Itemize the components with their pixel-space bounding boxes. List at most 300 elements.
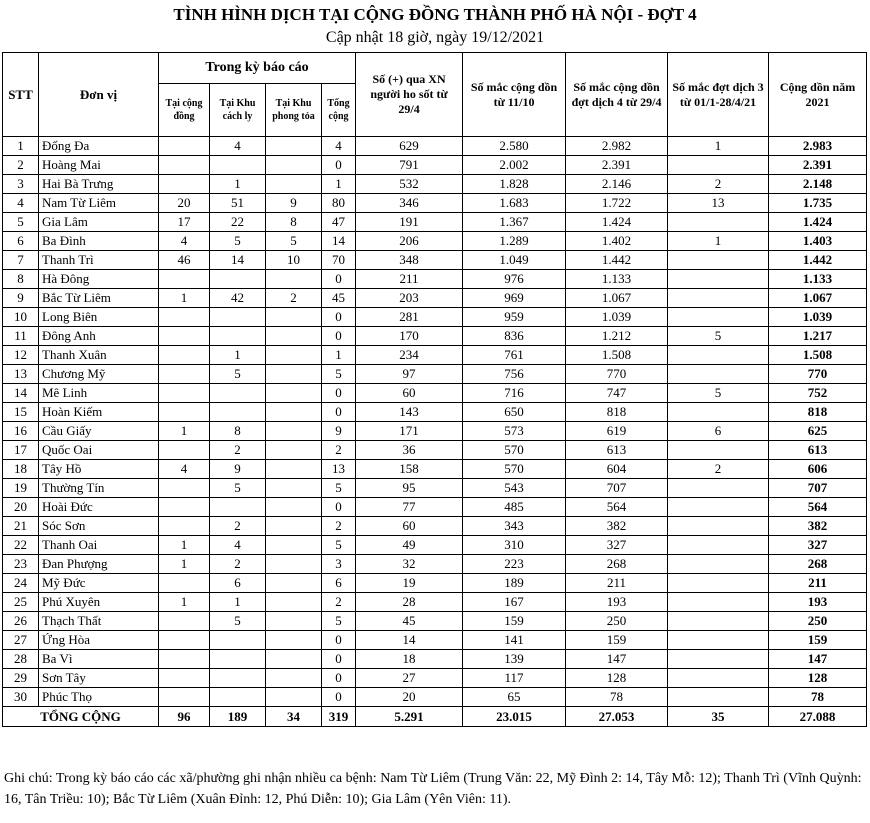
cell-stt: 29 — [3, 669, 39, 688]
cell-unit: Sơn Tây — [39, 669, 159, 688]
cell-year: 1.067 — [769, 289, 867, 308]
cell-lockdown: 2 — [266, 289, 322, 308]
header-total: Tổng cộng — [322, 84, 356, 137]
totals-row — [3, 707, 867, 727]
cell-lockdown — [266, 688, 322, 707]
cell-unit: Phúc Thọ — [39, 688, 159, 707]
cell-community — [159, 631, 210, 650]
cell-community: 1 — [159, 593, 210, 612]
cell-stt: 24 — [3, 574, 39, 593]
cell-wave3 — [668, 498, 769, 517]
cell-cum1110: 570 — [463, 441, 566, 460]
cell-cum1110: 716 — [463, 384, 566, 403]
cell-unit: Thường Tín — [39, 479, 159, 498]
cell-wave3 — [668, 403, 769, 422]
cell-community — [159, 175, 210, 194]
cell-wave4: 1.442 — [566, 251, 668, 270]
cell-community — [159, 384, 210, 403]
cell-positive: 77 — [356, 498, 463, 517]
cell-total: 6 — [322, 574, 356, 593]
cell-wave4: 2.982 — [566, 137, 668, 156]
cell-wave3: 2 — [668, 175, 769, 194]
table-row — [3, 213, 867, 232]
cell-wave4: 1.424 — [566, 213, 668, 232]
cell-unit: Hoàng Mai — [39, 156, 159, 175]
cell-quarantine: 2 — [210, 517, 266, 536]
cell-stt: 23 — [3, 555, 39, 574]
table-row — [3, 270, 867, 289]
cell-year: 250 — [769, 612, 867, 631]
cell-stt: 7 — [3, 251, 39, 270]
cell-cum1110: 761 — [463, 346, 566, 365]
footnote: Ghi chú: Trong kỳ báo cáo các xã/phường ghi nhận nhiều ca bệnh: Nam Từ Liêm (Trung Văn: 22, Mỹ Đình 2: 14, Tây Mỗ: 12); Thanh Trì (Vĩnh Quỳnh: 16, Tân Triều: 10); Bắc Từ Liêm (Xuân Đỉnh: 12, Phú Diễn: 10); Gia Lâm (Yên Viên: 11). — [4, 771, 862, 807]
cell-total: 1 — [322, 175, 356, 194]
table-row — [3, 460, 867, 479]
cell-year: 1.424 — [769, 213, 867, 232]
table-row — [3, 156, 867, 175]
cell-year: 1.039 — [769, 308, 867, 327]
cell-lockdown: 9 — [266, 194, 322, 213]
totals-positive: 5.291 — [356, 707, 463, 727]
cell-wave3: 5 — [668, 384, 769, 403]
cell-unit: Nam Từ Liêm — [39, 194, 159, 213]
cell-unit: Đông Anh — [39, 327, 159, 346]
cell-wave3 — [668, 612, 769, 631]
cell-community: 1 — [159, 289, 210, 308]
totals-wave4: 27.053 — [566, 707, 668, 727]
cell-wave3 — [668, 213, 769, 232]
cell-wave3 — [668, 441, 769, 460]
cell-stt: 2 — [3, 156, 39, 175]
cell-year: 2.148 — [769, 175, 867, 194]
table-row — [3, 688, 867, 707]
cell-stt: 20 — [3, 498, 39, 517]
cell-wave3 — [668, 574, 769, 593]
page-subtitle: Cập nhật 18 giờ, ngày 19/12/2021 — [325, 29, 545, 46]
cell-total: 5 — [322, 365, 356, 384]
cell-quarantine: 4 — [210, 536, 266, 555]
cell-unit: Đống Đa — [39, 137, 159, 156]
cell-total: 45 — [322, 289, 356, 308]
table-row — [3, 137, 867, 156]
cell-quarantine: 8 — [210, 422, 266, 441]
cell-unit: Hoài Đức — [39, 498, 159, 517]
cell-cum1110: 959 — [463, 308, 566, 327]
header-period: Trong kỳ báo cáo — [159, 53, 356, 84]
cell-lockdown — [266, 346, 322, 365]
cell-stt: 11 — [3, 327, 39, 346]
cell-year: 564 — [769, 498, 867, 517]
cell-stt: 3 — [3, 175, 39, 194]
cell-lockdown — [266, 384, 322, 403]
cell-community: 20 — [159, 194, 210, 213]
cell-cum1110: 543 — [463, 479, 566, 498]
page-title: TÌNH HÌNH DỊCH TẠI CỘNG ĐỒNG THÀNH PHỐ HÀ NỘI - ĐỢT 4 — [173, 5, 697, 24]
cell-community: 1 — [159, 422, 210, 441]
cell-positive: 32 — [356, 555, 463, 574]
cell-total: 0 — [322, 327, 356, 346]
cell-quarantine — [210, 669, 266, 688]
cell-stt: 12 — [3, 346, 39, 365]
table-row — [3, 384, 867, 403]
cell-cum1110: 1.683 — [463, 194, 566, 213]
cell-wave4: 268 — [566, 555, 668, 574]
cell-year: 1.735 — [769, 194, 867, 213]
totals-year: 27.088 — [769, 707, 867, 727]
cell-positive: 20 — [356, 688, 463, 707]
cell-wave3 — [668, 251, 769, 270]
totals-community: 96 — [159, 707, 210, 727]
cell-positive: 158 — [356, 460, 463, 479]
cell-year: 1.217 — [769, 327, 867, 346]
cell-lockdown — [266, 479, 322, 498]
header-row-main — [3, 53, 867, 84]
cell-lockdown — [266, 308, 322, 327]
cell-total: 0 — [322, 669, 356, 688]
cell-community — [159, 327, 210, 346]
header-positive-fever: Số (+) qua XN người ho sốt từ 29/4 — [356, 53, 463, 137]
cell-positive: 18 — [356, 650, 463, 669]
cell-wave4: 604 — [566, 460, 668, 479]
cell-community — [159, 498, 210, 517]
cell-lockdown — [266, 498, 322, 517]
cell-wave3 — [668, 536, 769, 555]
cell-positive: 234 — [356, 346, 463, 365]
cell-positive: 629 — [356, 137, 463, 156]
cell-quarantine: 4 — [210, 137, 266, 156]
cell-cum1110: 1.828 — [463, 175, 566, 194]
cell-unit: Ba Đình — [39, 232, 159, 251]
totals-lockdown: 34 — [266, 707, 322, 727]
cell-quarantine: 14 — [210, 251, 266, 270]
cell-wave4: 1.133 — [566, 270, 668, 289]
cell-lockdown: 8 — [266, 213, 322, 232]
cell-cum1110: 1.049 — [463, 251, 566, 270]
cell-unit: Mê Linh — [39, 384, 159, 403]
cell-total: 0 — [322, 631, 356, 650]
cell-lockdown — [266, 555, 322, 574]
cell-lockdown — [266, 327, 322, 346]
cell-wave4: 818 — [566, 403, 668, 422]
cell-total: 2 — [322, 441, 356, 460]
cell-community — [159, 650, 210, 669]
cell-wave4: 128 — [566, 669, 668, 688]
cell-unit: Chương Mỹ — [39, 365, 159, 384]
cell-wave3 — [668, 593, 769, 612]
cell-lockdown — [266, 365, 322, 384]
cell-positive: 27 — [356, 669, 463, 688]
cell-unit: Cầu Giấy — [39, 422, 159, 441]
cell-wave4: 619 — [566, 422, 668, 441]
cell-wave3 — [668, 631, 769, 650]
cell-wave3 — [668, 156, 769, 175]
cell-year: 613 — [769, 441, 867, 460]
cell-community — [159, 403, 210, 422]
cell-year: 147 — [769, 650, 867, 669]
table-row — [3, 479, 867, 498]
cell-year: 159 — [769, 631, 867, 650]
header-cum-2021: Cộng dồn năm 2021 — [769, 53, 867, 137]
cell-year: 770 — [769, 365, 867, 384]
cell-wave4: 211 — [566, 574, 668, 593]
cell-total: 0 — [322, 688, 356, 707]
cell-wave4: 147 — [566, 650, 668, 669]
cell-cum1110: 485 — [463, 498, 566, 517]
cell-stt: 5 — [3, 213, 39, 232]
header-wave3: Số mắc đợt dịch 3 từ 01/1-28/4/21 — [668, 53, 769, 137]
cell-wave4: 193 — [566, 593, 668, 612]
totals-cum1110: 23.015 — [463, 707, 566, 727]
cell-positive: 281 — [356, 308, 463, 327]
cell-community: 17 — [159, 213, 210, 232]
table-row — [3, 403, 867, 422]
cell-community: 1 — [159, 536, 210, 555]
cell-community — [159, 574, 210, 593]
cell-wave3 — [668, 308, 769, 327]
cell-total: 3 — [322, 555, 356, 574]
cell-total: 70 — [322, 251, 356, 270]
cell-unit: Hà Đông — [39, 270, 159, 289]
cell-unit: Thanh Xuân — [39, 346, 159, 365]
cell-cum1110: 1.289 — [463, 232, 566, 251]
cell-quarantine: 1 — [210, 346, 266, 365]
cell-year: 211 — [769, 574, 867, 593]
cell-cum1110: 159 — [463, 612, 566, 631]
cell-unit: Thanh Trì — [39, 251, 159, 270]
cell-total: 0 — [322, 403, 356, 422]
cell-quarantine: 5 — [210, 232, 266, 251]
cell-stt: 25 — [3, 593, 39, 612]
cell-community — [159, 441, 210, 460]
cell-wave4: 1.722 — [566, 194, 668, 213]
cell-community — [159, 612, 210, 631]
cell-total: 0 — [322, 308, 356, 327]
cell-wave3: 6 — [668, 422, 769, 441]
cell-stt: 10 — [3, 308, 39, 327]
cell-lockdown — [266, 517, 322, 536]
cell-cum1110: 141 — [463, 631, 566, 650]
cell-wave4: 564 — [566, 498, 668, 517]
cell-stt: 17 — [3, 441, 39, 460]
cell-year: 752 — [769, 384, 867, 403]
cell-stt: 6 — [3, 232, 39, 251]
cell-wave4: 78 — [566, 688, 668, 707]
cell-positive: 791 — [356, 156, 463, 175]
cell-positive: 49 — [356, 536, 463, 555]
cell-wave3 — [668, 555, 769, 574]
cell-year: 1.133 — [769, 270, 867, 289]
cell-quarantine — [210, 631, 266, 650]
header-cum-wave4: Số mắc cộng dồn đợt dịch 4 từ 29/4 — [566, 53, 668, 137]
cell-community: 4 — [159, 460, 210, 479]
cell-wave3 — [668, 650, 769, 669]
cell-cum1110: 2.580 — [463, 137, 566, 156]
table-row — [3, 517, 867, 536]
cell-quarantine: 22 — [210, 213, 266, 232]
cell-community — [159, 346, 210, 365]
cell-cum1110: 756 — [463, 365, 566, 384]
cell-stt: 30 — [3, 688, 39, 707]
cell-wave3 — [668, 365, 769, 384]
header-community: Tại cộng đồng — [159, 84, 210, 137]
cell-cum1110: 310 — [463, 536, 566, 555]
cell-cum1110: 1.367 — [463, 213, 566, 232]
cell-cum1110: 836 — [463, 327, 566, 346]
cell-wave4: 613 — [566, 441, 668, 460]
cell-wave3: 1 — [668, 137, 769, 156]
cell-wave3: 5 — [668, 327, 769, 346]
table-row — [3, 498, 867, 517]
cell-cum1110: 969 — [463, 289, 566, 308]
cell-unit: Gia Lâm — [39, 213, 159, 232]
table-row — [3, 612, 867, 631]
covid-table — [2, 52, 867, 727]
cell-positive: 211 — [356, 270, 463, 289]
totals-label: TỔNG CỘNG — [3, 707, 159, 727]
cell-wave3 — [668, 517, 769, 536]
cell-wave4: 1.402 — [566, 232, 668, 251]
cell-total: 9 — [322, 422, 356, 441]
cell-stt: 8 — [3, 270, 39, 289]
cell-community: 4 — [159, 232, 210, 251]
cell-unit: Tây Hồ — [39, 460, 159, 479]
table-row — [3, 346, 867, 365]
cell-year: 193 — [769, 593, 867, 612]
cell-wave4: 159 — [566, 631, 668, 650]
cell-stt: 18 — [3, 460, 39, 479]
cell-positive: 171 — [356, 422, 463, 441]
cell-positive: 60 — [356, 384, 463, 403]
cell-lockdown — [266, 650, 322, 669]
cell-community — [159, 156, 210, 175]
cell-quarantine — [210, 384, 266, 403]
cell-year: 78 — [769, 688, 867, 707]
cell-unit: Ứng Hòa — [39, 631, 159, 650]
cell-total: 0 — [322, 650, 356, 669]
cell-positive: 28 — [356, 593, 463, 612]
cell-year: 818 — [769, 403, 867, 422]
cell-unit: Phú Xuyên — [39, 593, 159, 612]
table-row — [3, 555, 867, 574]
table-row — [3, 232, 867, 251]
cell-unit: Sóc Sơn — [39, 517, 159, 536]
cell-lockdown — [266, 593, 322, 612]
cell-community — [159, 669, 210, 688]
totals-wave3: 35 — [668, 707, 769, 727]
cell-lockdown — [266, 460, 322, 479]
table-row — [3, 574, 867, 593]
cell-lockdown: 5 — [266, 232, 322, 251]
cell-lockdown — [266, 137, 322, 156]
cell-wave4: 250 — [566, 612, 668, 631]
cell-lockdown — [266, 612, 322, 631]
cell-unit: Long Biên — [39, 308, 159, 327]
cell-total: 14 — [322, 232, 356, 251]
cell-lockdown — [266, 574, 322, 593]
cell-positive: 97 — [356, 365, 463, 384]
totals-total: 319 — [322, 707, 356, 727]
cell-wave4: 1.067 — [566, 289, 668, 308]
table-row — [3, 289, 867, 308]
cell-total: 2 — [322, 593, 356, 612]
cell-wave3 — [668, 289, 769, 308]
cell-cum1110: 139 — [463, 650, 566, 669]
table-row — [3, 593, 867, 612]
cell-stt: 4 — [3, 194, 39, 213]
cell-community — [159, 479, 210, 498]
cell-quarantine: 51 — [210, 194, 266, 213]
header-cum-1110: Số mắc cộng dồn từ 11/10 — [463, 53, 566, 137]
cell-year: 606 — [769, 460, 867, 479]
cell-positive: 95 — [356, 479, 463, 498]
cell-wave3 — [668, 688, 769, 707]
cell-total: 0 — [322, 384, 356, 403]
cell-lockdown: 10 — [266, 251, 322, 270]
table-row — [3, 441, 867, 460]
cell-unit: Quốc Oai — [39, 441, 159, 460]
cell-total: 4 — [322, 137, 356, 156]
cell-year: 1.442 — [769, 251, 867, 270]
cell-wave3 — [668, 479, 769, 498]
cell-community — [159, 308, 210, 327]
cell-quarantine — [210, 688, 266, 707]
cell-wave4: 1.212 — [566, 327, 668, 346]
cell-positive: 203 — [356, 289, 463, 308]
totals-quarantine: 189 — [210, 707, 266, 727]
cell-cum1110: 650 — [463, 403, 566, 422]
cell-year: 625 — [769, 422, 867, 441]
cell-quarantine — [210, 308, 266, 327]
cell-cum1110: 167 — [463, 593, 566, 612]
cell-cum1110: 189 — [463, 574, 566, 593]
cell-wave4: 1.039 — [566, 308, 668, 327]
cell-quarantine — [210, 650, 266, 669]
table-row — [3, 669, 867, 688]
cell-lockdown — [266, 669, 322, 688]
cell-wave4: 770 — [566, 365, 668, 384]
cell-total: 13 — [322, 460, 356, 479]
cell-unit: Ba Vì — [39, 650, 159, 669]
table-row — [3, 422, 867, 441]
cell-year: 382 — [769, 517, 867, 536]
cell-stt: 14 — [3, 384, 39, 403]
cell-total: 5 — [322, 479, 356, 498]
cell-lockdown — [266, 422, 322, 441]
cell-cum1110: 117 — [463, 669, 566, 688]
cell-lockdown — [266, 175, 322, 194]
cell-lockdown — [266, 270, 322, 289]
cell-unit: Mỹ Đức — [39, 574, 159, 593]
cell-year: 327 — [769, 536, 867, 555]
cell-quarantine: 6 — [210, 574, 266, 593]
cell-unit: Thanh Oai — [39, 536, 159, 555]
table-body — [3, 137, 867, 707]
cell-cum1110: 223 — [463, 555, 566, 574]
cell-positive: 170 — [356, 327, 463, 346]
cell-stt: 13 — [3, 365, 39, 384]
table-row — [3, 251, 867, 270]
cell-quarantine: 1 — [210, 593, 266, 612]
cell-quarantine — [210, 403, 266, 422]
cell-positive: 348 — [356, 251, 463, 270]
cell-total: 5 — [322, 612, 356, 631]
table-row — [3, 650, 867, 669]
cell-total: 0 — [322, 498, 356, 517]
cell-community — [159, 517, 210, 536]
cell-unit: Hai Bà Trưng — [39, 175, 159, 194]
cell-stt: 28 — [3, 650, 39, 669]
table-row — [3, 536, 867, 555]
